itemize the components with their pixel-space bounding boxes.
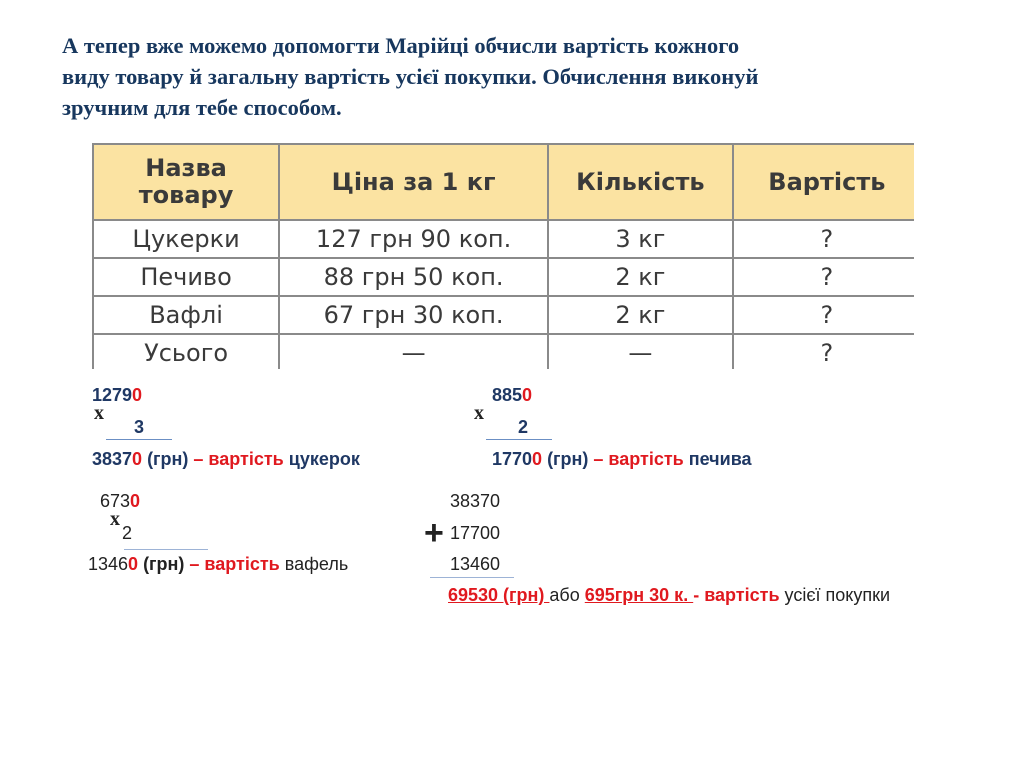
sum-total: 69530 (грн) або 695грн 30 к. - вартість усієї покупки [448,585,891,605]
sum-addend-2: 17700 [450,523,501,543]
cell-name: Печиво [93,258,279,296]
cell-cost: ? [733,220,914,258]
calc2-multiplier: 2 [518,417,529,437]
header-quantity: Кількість [548,144,733,220]
cell-quantity: — [548,334,733,369]
sum-addend-3: 13460 [450,554,501,574]
calc2-rule [486,439,552,440]
calc2-multiply-sign: x [474,402,484,424]
sum-rule [430,577,514,578]
cell-price: 67 грн 30 коп. [279,296,548,334]
calc1-rule [106,439,172,440]
title-line-3: зручним для тебе способом. [62,95,342,120]
calc2-multiplicand: 8850 [492,385,533,405]
cell-cost: ? [733,296,914,334]
calc1-multiplier: 3 [134,417,145,437]
cell-quantity: 3 кг [548,220,733,258]
header-cost: Вартість [733,144,914,220]
cell-cost: ? [733,258,914,296]
calc3-rule [124,549,208,550]
cell-quantity: 2 кг [548,296,733,334]
table-row [93,220,914,258]
cell-name: Вафлі [93,296,279,334]
calc3-multiplier: 2 [122,523,133,543]
table-row [93,258,914,296]
calc3-result: 13460 (грн) – вартість вафель [88,554,349,574]
cell-quantity: 2 кг [548,258,733,296]
cell-price: 127 грн 90 коп. [279,220,548,258]
plus-sign: + [424,514,444,552]
table-row [93,334,914,369]
calc1-result: 38370 (грн) – вартість цукерок [92,449,360,469]
calc1-multiply-sign: x [94,402,104,424]
cell-name: Цукерки [93,220,279,258]
table-row [93,296,914,334]
header-name: Назва товару [93,144,279,220]
cell-price: — [279,334,548,369]
title-line-1: А тепер вже можемо допомогти Марійці обчисли вартість кожного [62,33,740,58]
calc3-multiplicand: 6730 [100,491,141,511]
calc1-multiplicand: 12790 [92,385,143,405]
task-title [62,30,962,123]
cell-price: 88 грн 50 коп. [279,258,548,296]
calc3-multiply-sign: x [110,508,120,530]
cell-cost: ? [733,334,914,369]
cell-name: Усього [93,334,279,369]
goods-table [92,143,914,369]
goods-table-wrap [92,143,914,369]
table-header-row [93,144,914,220]
sum-addend-1: 38370 [450,491,501,511]
header-price: Ціна за 1 кг [279,144,548,220]
title-line-2: виду товару й загальну вартість усієї покупки. Обчислення виконуй [62,64,759,89]
calc2-result: 17700 (грн) – вартість печива [492,449,752,469]
